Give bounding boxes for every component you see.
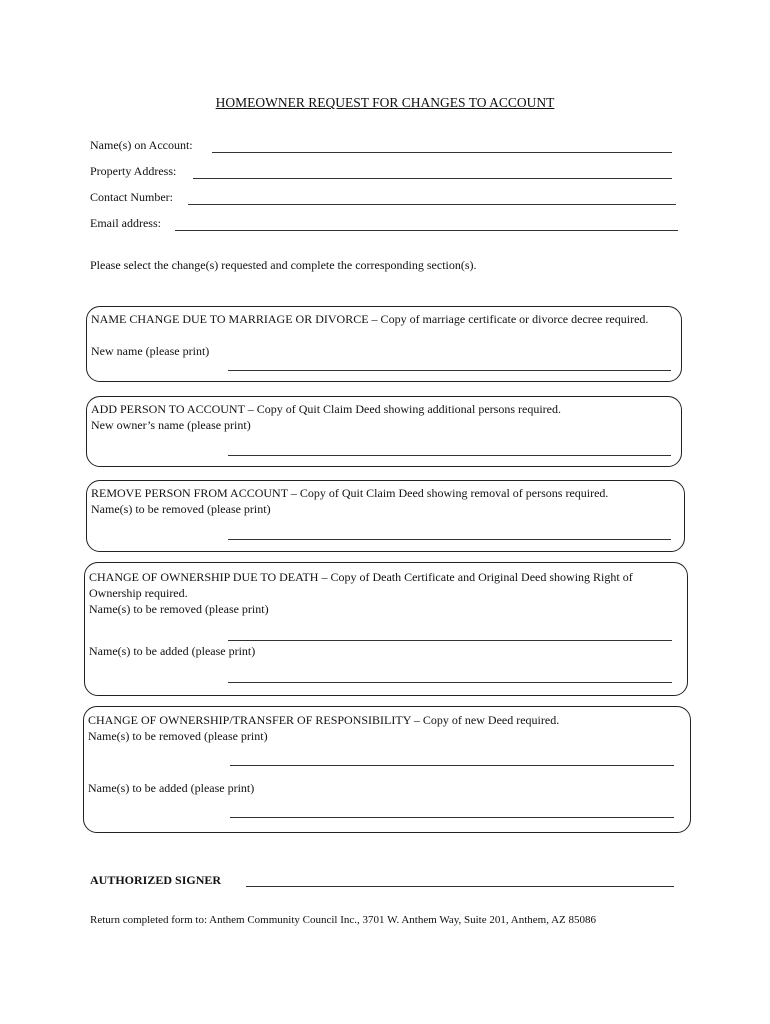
new-owner-name-line[interactable] <box>228 455 671 456</box>
email-address-field[interactable] <box>90 216 690 234</box>
return-address-text: Return completed form to: Anthem Community Council Inc., 3701 W. Anthem Way, Suite 201, Anthem, AZ 85086 <box>90 914 596 926</box>
form-title: HOMEOWNER REQUEST FOR CHANGES TO ACCOUNT <box>215 95 555 110</box>
authorized-signer-label: AUTHORIZED SIGNER <box>90 873 222 887</box>
contact-number-label: Contact Number: <box>90 190 173 204</box>
names-on-account-label: Name(s) on Account: <box>90 138 193 152</box>
section-heading: NAME CHANGE DUE TO MARRIAGE OR DIVORCE – Copy of marriage certificate or divorce decree required. <box>91 312 649 326</box>
section-line-label: Name(s) to be added (please print) <box>89 644 256 658</box>
names-removed-line[interactable] <box>228 640 672 641</box>
section-line-label: Name(s) to be removed (please print) <box>89 602 269 616</box>
section-line-label: New name (please print) <box>91 344 210 358</box>
section-line-label: Name(s) to be added (please print) <box>88 781 255 795</box>
property-address-label: Property Address: <box>90 164 177 178</box>
email-address-label: Email address: <box>90 216 161 230</box>
property-address-field[interactable] <box>90 164 690 182</box>
section-remove-person <box>86 480 685 552</box>
property-address-line[interactable] <box>193 178 672 179</box>
section-heading: CHANGE OF OWNERSHIP/TRANSFER OF RESPONSIBILITY – Copy of new Deed required. <box>88 713 560 727</box>
section-name-change <box>86 306 682 382</box>
names-removed-line[interactable] <box>228 539 671 540</box>
section-line-label: Name(s) to be removed (please print) <box>91 502 271 516</box>
email-address-line[interactable] <box>175 230 678 231</box>
section-line-label: Name(s) to be removed (please print) <box>88 729 268 743</box>
section-heading: REMOVE PERSON FROM ACCOUNT – Copy of Quit Claim Deed showing removal of persons required. <box>91 486 609 500</box>
section-heading: ADD PERSON TO ACCOUNT – Copy of Quit Claim Deed showing additional persons required. <box>91 402 561 416</box>
contact-number-field[interactable] <box>90 190 690 208</box>
names-removed-line[interactable] <box>230 765 674 766</box>
section-heading: CHANGE OF OWNERSHIP DUE TO DEATH – Copy of Death Certificate and Original Deed showing Right of Ownership required. <box>89 570 633 600</box>
instructions-text: Please select the change(s) requested and complete the corresponding section(s). <box>90 258 477 272</box>
new-name-line[interactable] <box>228 370 671 371</box>
names-added-line[interactable] <box>228 682 672 683</box>
section-ownership-transfer <box>83 706 691 833</box>
names-added-line[interactable] <box>230 817 674 818</box>
section-line-label: New owner’s name (please print) <box>91 418 251 432</box>
names-on-account-line[interactable] <box>212 152 672 153</box>
names-on-account-field[interactable] <box>90 138 690 156</box>
authorized-signer-line[interactable] <box>246 886 674 887</box>
section-ownership-death <box>84 562 688 696</box>
contact-number-line[interactable] <box>188 204 676 205</box>
section-add-person <box>86 396 682 467</box>
